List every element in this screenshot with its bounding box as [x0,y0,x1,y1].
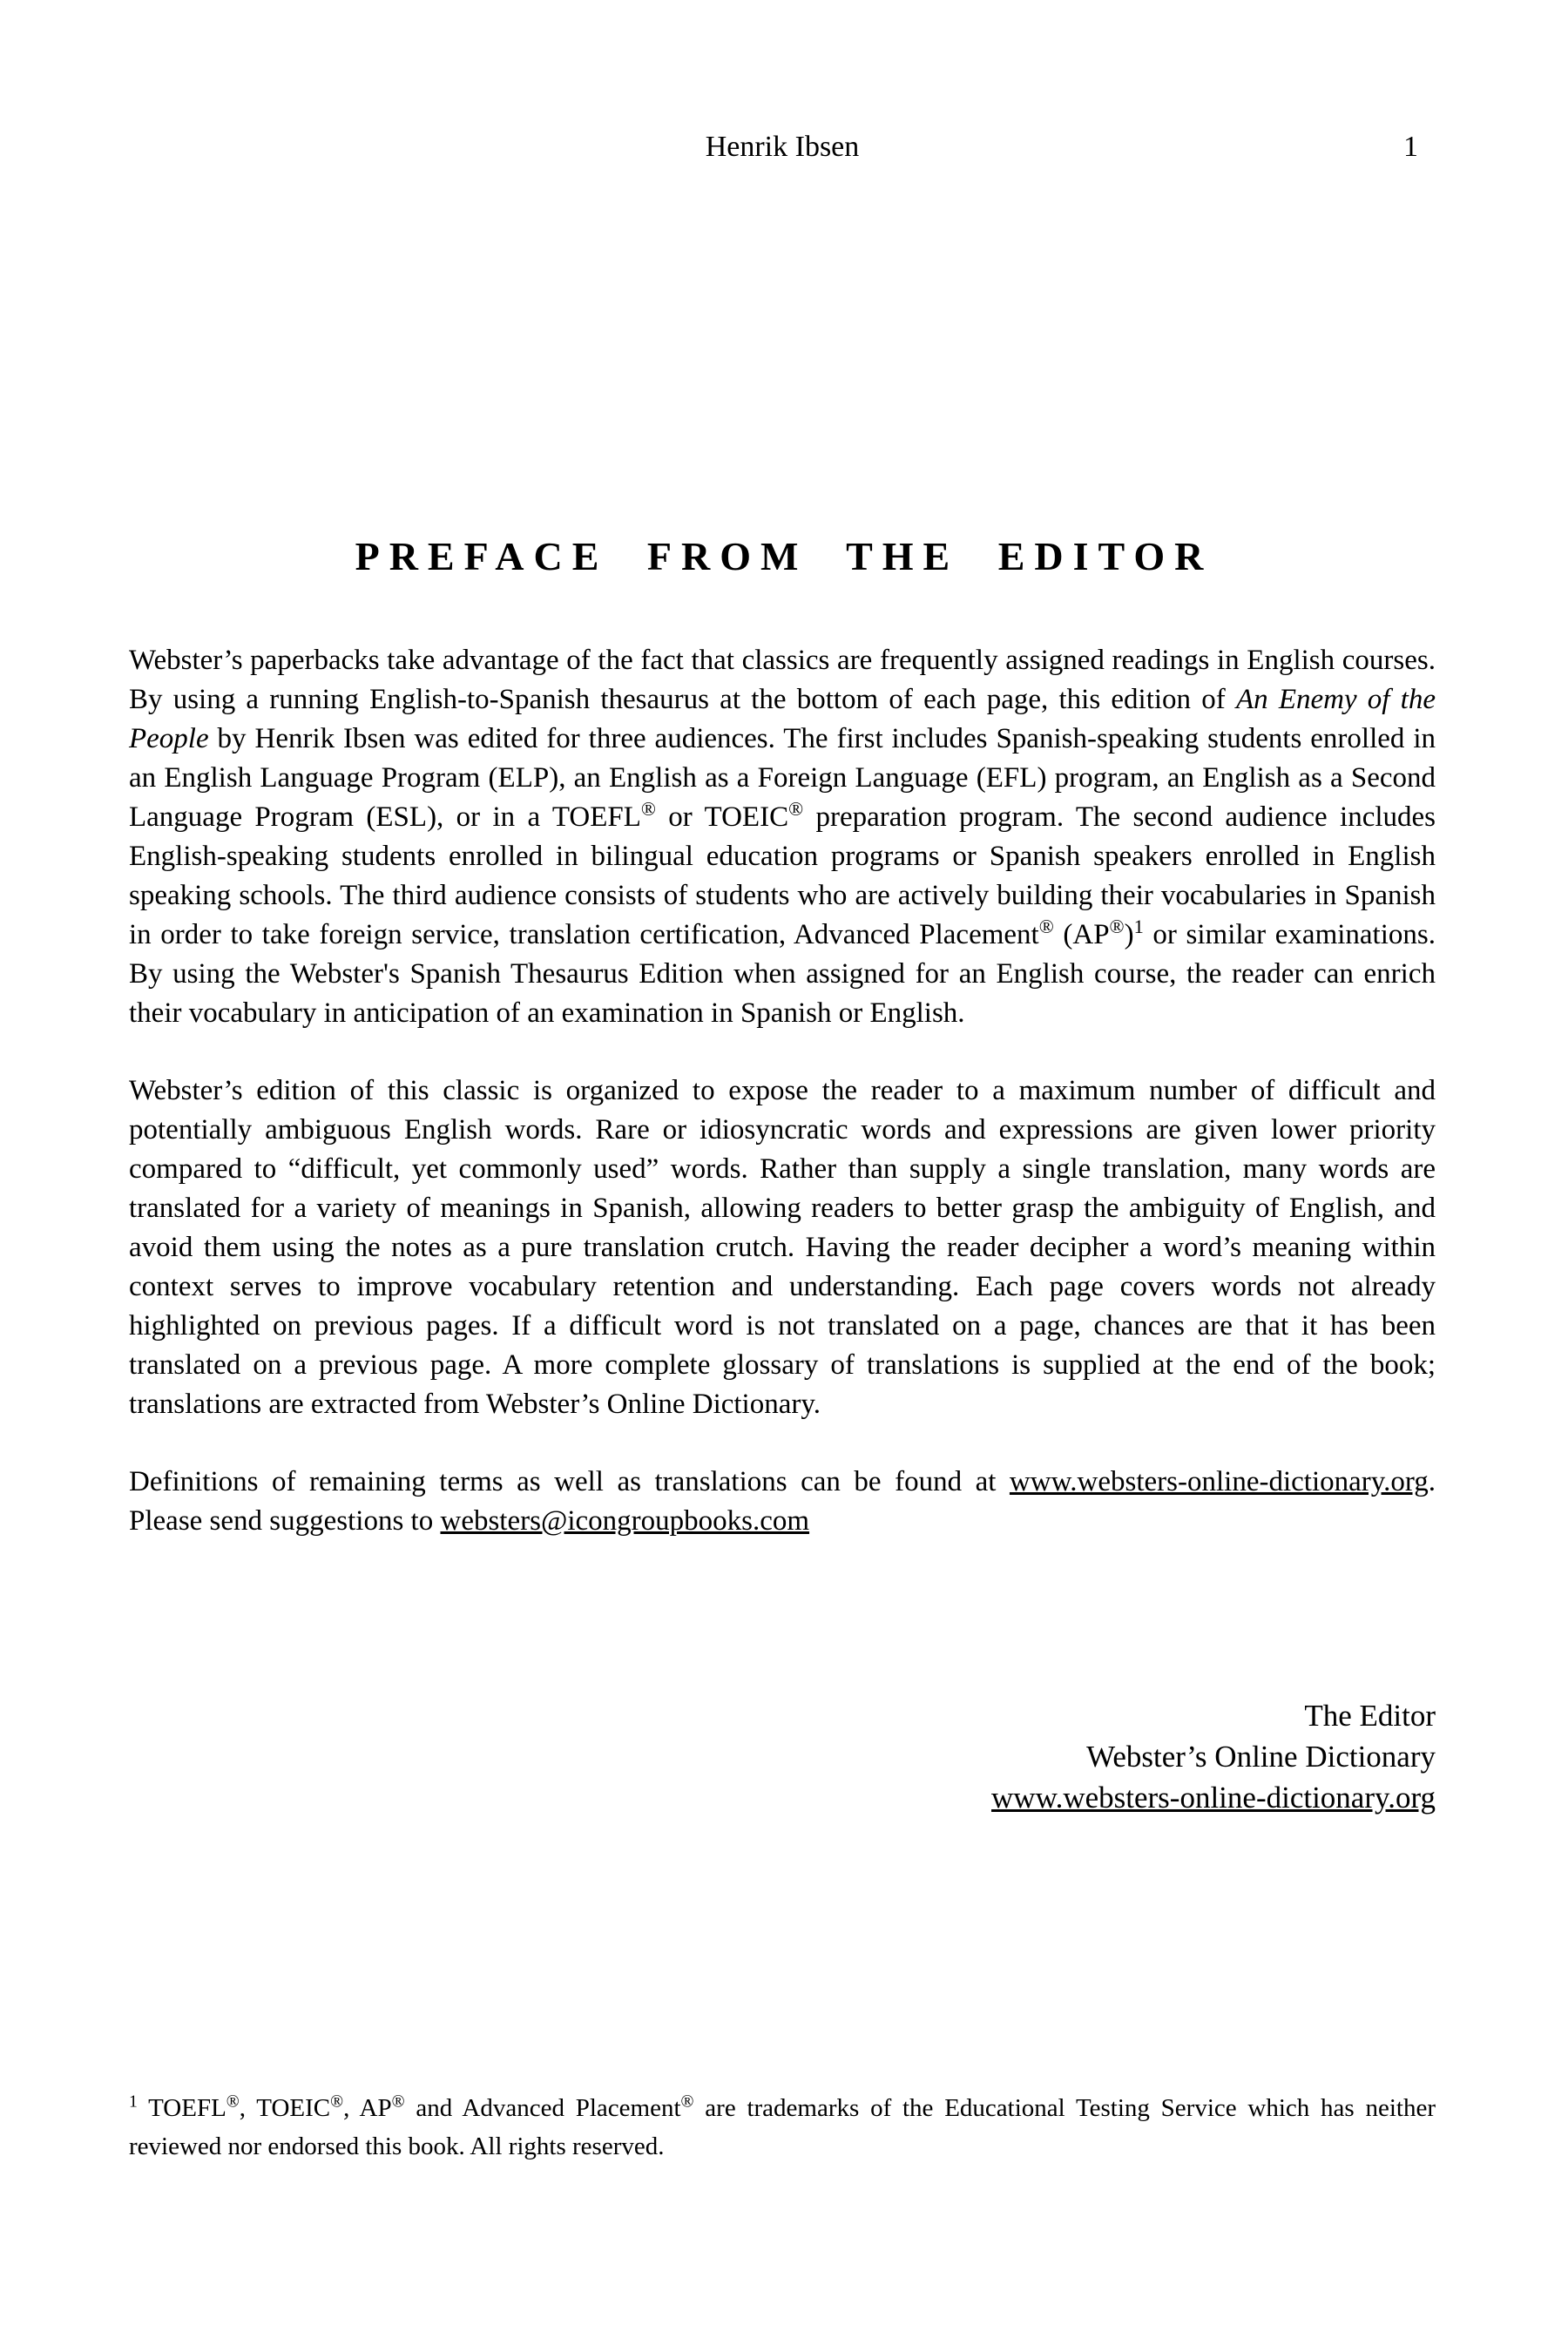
superscript: ® [226,2092,240,2112]
text-segment: ) [1124,919,1134,950]
superscript: ® [680,2092,694,2112]
superscript: ® [1109,916,1125,937]
signature-line-editor: The Editor [1304,1699,1436,1733]
signature-link[interactable]: www.websters-online-dictionary.org [991,1781,1436,1815]
italic-title: An Enemy of the People [129,684,1436,754]
text-segment: preparation program. The second audience includes English-speaking students enrolled in bilingual education programs or Spanish speakers enrolled in English speaking schools. The third audience consists of students who are actively building their vocabularies in Spanish in order to take foreign service, translation certification, Advanced Placement [129,801,1436,950]
running-header: Henrik Ibsen [705,131,860,163]
superscript: 1 [1133,916,1144,937]
text-segment: TOEFL [137,2094,226,2122]
inline-link[interactable]: websters@icongroupbooks.com [440,1505,810,1537]
superscript: 1 [129,2092,138,2112]
superscript: ® [640,798,656,820]
superscript: ® [1038,916,1054,937]
preface-paragraph-1 [129,641,1436,1033]
text-segment: . Please send suggestions to [129,1466,1436,1537]
text-segment: are trademarks of the Educational Testing Service which has neither reviewed nor endorsed this book. All rights reserved. [129,2094,1436,2160]
text-segment: Webster’s edition of this classic is organized to expose the reader to a maximum number of difficult and potentially ambiguous English words. Rare or idiosyncratic words and expressions are given lower priority compared to “difficult, yet commonly used” words. Rather than supply a single translation, many words are translated for a variety of meanings in Spanish, allowing readers to better grasp the ambiguity of English, and avoid them using the notes as a pure translation crutch. Having the reader decipher a word’s meaning within context serves to improve vocabulary retention and understanding. Each page covers words not already highlighted on previous pages. If a difficult word is not translated on a page, chances are that it has been translated on a previous page. A more complete glossary of translations is supplied at the end of the book; translations are extracted from Webster’s Online Dictionary. [129,1075,1436,1420]
superscript: ® [330,2092,344,2112]
text-segment: (AP [1053,919,1110,950]
inline-link[interactable]: www.websters-online-dictionary.org [1009,1466,1429,1497]
text-segment: , TOEIC [239,2094,331,2122]
superscript: ® [788,798,804,820]
text-segment: and Advanced Placement [404,2094,681,2122]
text-segment: , AP [343,2094,392,2122]
signature-block [129,1695,1436,1818]
footnote [129,2089,1436,2166]
signature-line-organization: Webster’s Online Dictionary [1086,1740,1436,1774]
page-header [129,131,1436,164]
text-segment: or TOEIC [655,801,789,833]
page-title: PREFACE FROM THE EDITOR [355,534,1213,578]
text-segment: or similar examinations. By using the Webster's Spanish Thesaurus Edition when assigned for an English course, the reader can enrich their vocabulary in anticipation of an examination in Spanish or English. [129,919,1436,1029]
text-segment: Definitions of remaining terms as well as translations can be found at [129,1466,1010,1497]
text-segment: Webster’s paperbacks take advantage of the fact that classics are frequently assigned readings in English courses. By using a running English-to-Spanish thesaurus at the bottom of each page, this edition of [129,645,1436,715]
page-number: 1 [1403,131,1418,163]
preface-paragraph-2 [129,1071,1436,1424]
superscript: ® [391,2092,405,2112]
preface-paragraph-3 [129,1463,1436,1541]
text-segment: by Henrik Ibsen was edited for three audiences. The first includes Spanish-speaking students enrolled in an English Language Program (ELP), an English as a Foreign Language (EFL) program, an English as a Second Language Program (ESL), or in a TOEFL [129,723,1436,833]
body-column [129,641,1436,1579]
